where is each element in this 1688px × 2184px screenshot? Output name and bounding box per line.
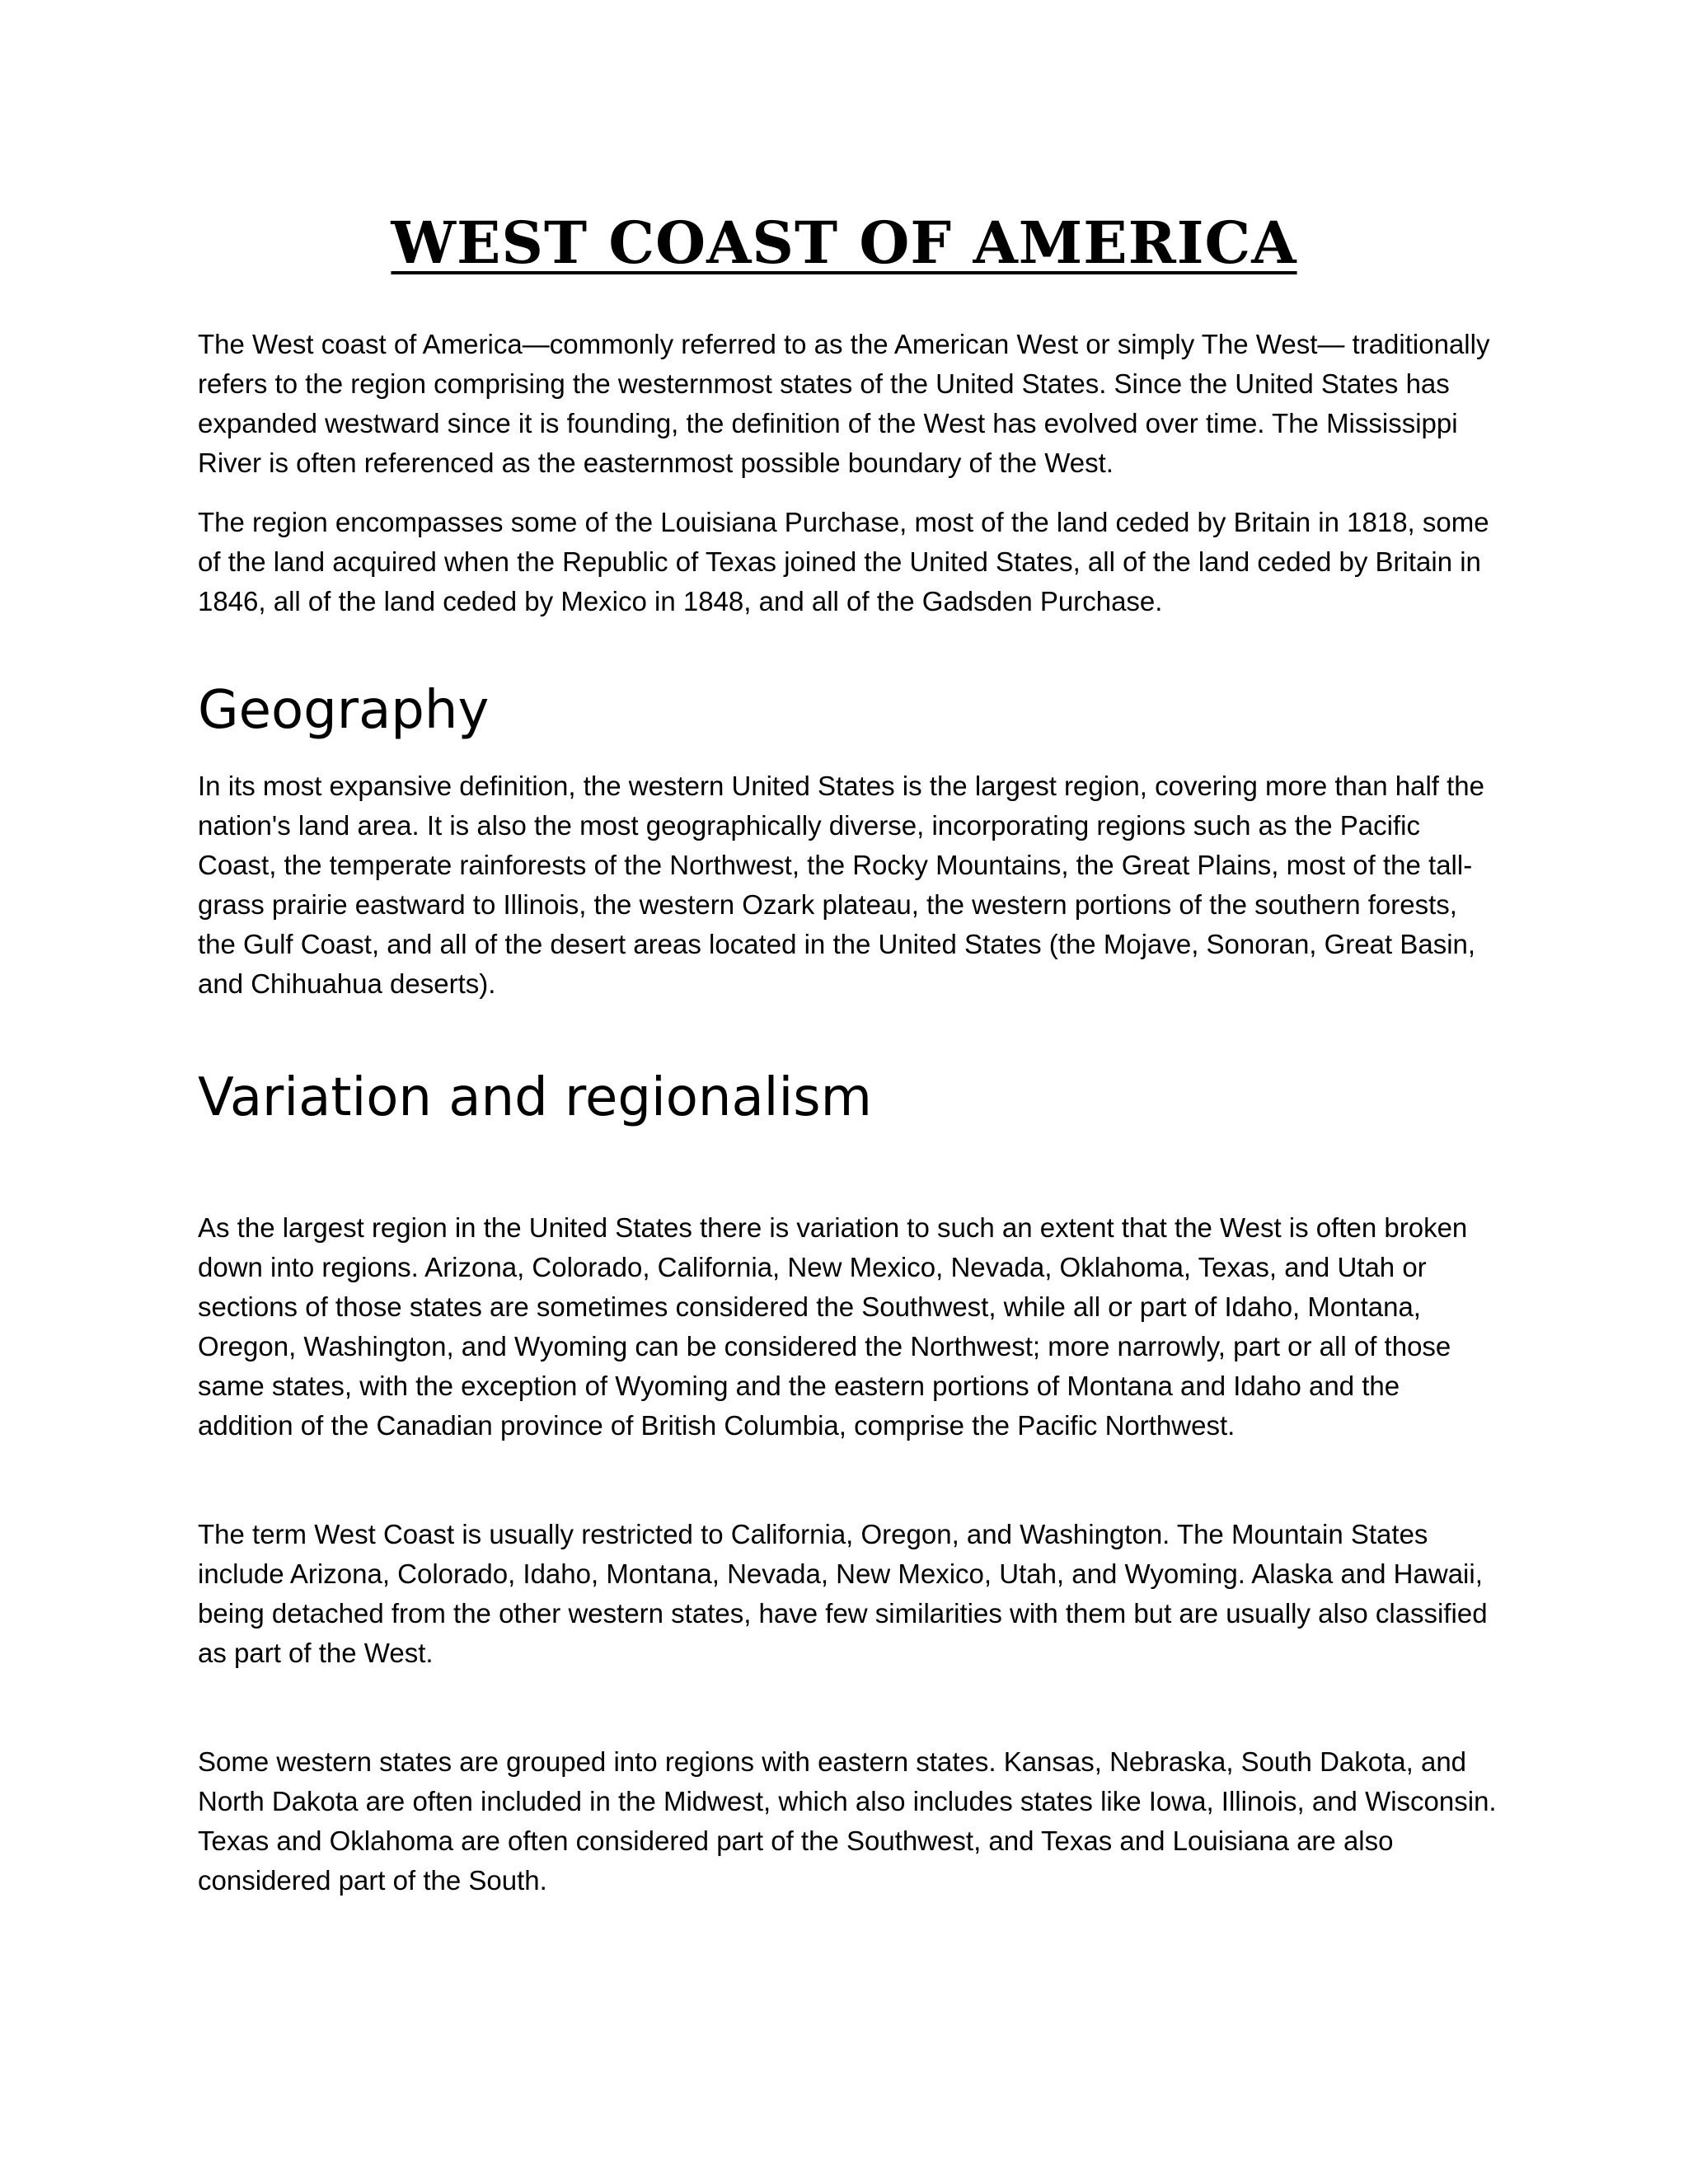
- variation-paragraph: Some western states are grouped into regions with eastern states. Kansas, Nebraska, South Dakota, and North Dakota are often included in the Midwest, which also includes states like Iowa, Illinois, and Wisconsin. Texas and Oklahoma are often considered part of the Southwest, and Texas and Louisiana are also considered part of the South.: [198, 1746, 1497, 1896]
- section-heading-geography: Geography: [198, 680, 490, 741]
- variation-paragraph: The term West Coast is usually restricted to California, Oregon, and Washington. The Mountain States include Arizona, Colorado, Idaho, Montana, Nevada, New Mexico, Utah, and Wyoming. Alaska and Hawaii, being detached from the other western states, have few similarities with them but are usually also classified as part of the West.: [198, 1519, 1488, 1668]
- page-title: WEST COAST OF AMERICA: [391, 209, 1297, 277]
- geography-paragraph: In its most expansive definition, the western United States is the largest region, covering more than half the nation's land area. It is also the most geographically diverse, incorporating regions such as the Pacific Coast, the temperate rainforests of the Northwest, the Rocky Mountains, the Great Plains, most of the tall-grass prairie eastward to Illinois, the western Ozark plateau, the western portions of the southern forests, the Gulf Coast, and all of the desert areas located in the United States (the Mojave, Sonoran, Great Basin, and Chihuahua deserts).: [198, 771, 1485, 999]
- variation-paragraph: As the largest region in the United States there is variation to such an extent that the West is often broken down into regions. Arizona, Colorado, California, New Mexico, Nevada, Oklahoma, Texas, and Utah or sections of those states are sometimes considered the Southwest, while all or part of Idaho, Montana, Oregon, Washington, and Wyoming can be considered the Northwest; more narrowly, part or all of those same states, with the exception of Wyoming and the eastern portions of Montana and Idaho and the addition of the Canadian province of British Columbia, comprise the Pacific Northwest.: [198, 1212, 1468, 1441]
- intro-paragraph: The region encompasses some of the Louisiana Purchase, most of the land ceded by Britain in 1818, some of the land acquired when the Republic of Texas joined the United States, all of the land ceded by Britain in 1846, all of the land ceded by Mexico in 1848, and all of the Gadsden Purchase.: [198, 507, 1489, 616]
- intro-paragraph: The West coast of America—commonly referred to as the American West or simply The West— traditionally refers to the region comprising the westernmost states of the United States. Since the United States has expanded westward since it is founding, the definition of the West has evolved over time. The Mississippi River is often referenced as the easternmost possible boundary of the West.: [198, 329, 1490, 478]
- section-heading-variation: Variation and regionalism: [198, 1067, 872, 1128]
